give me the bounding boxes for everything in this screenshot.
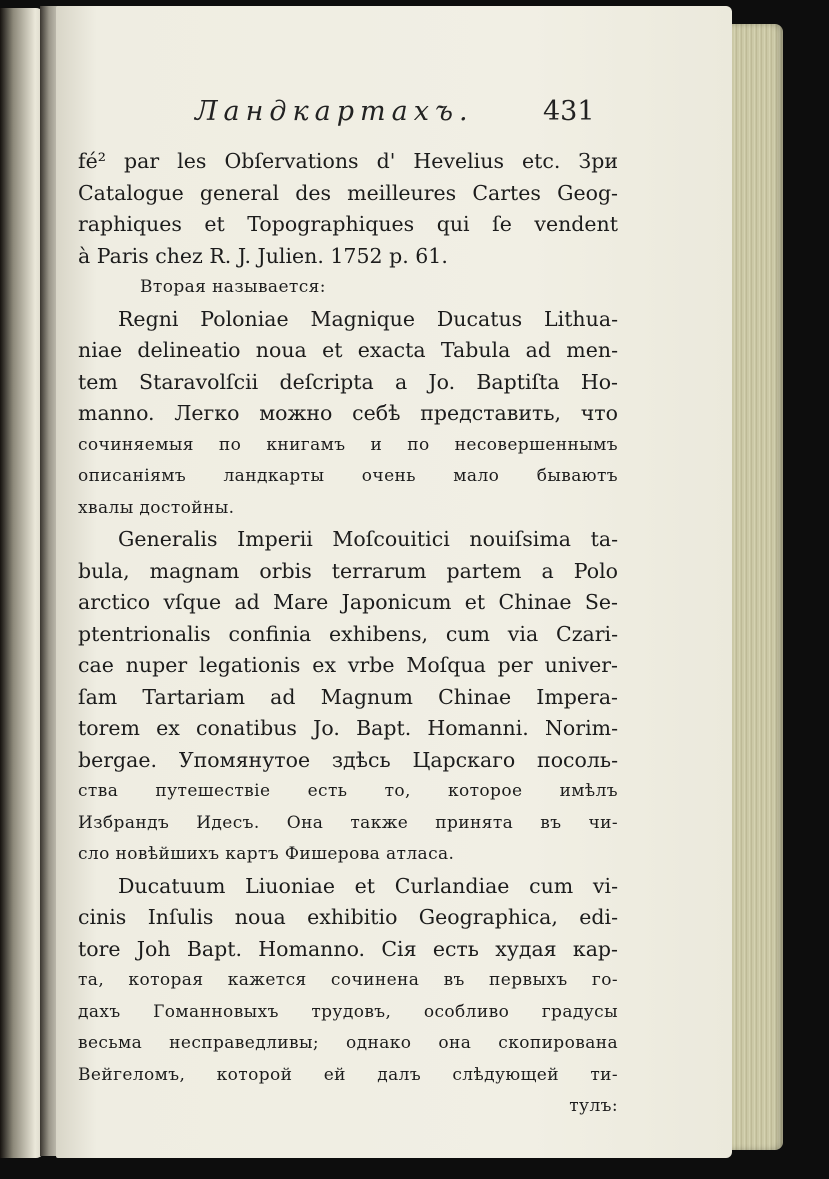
text-line: Вейгеломъ, которой ей далъ слѣдующей ти- bbox=[78, 1064, 618, 1085]
text-line: Generalis Imperii Moſcouitici nouiſsima ta- bbox=[118, 527, 618, 551]
text-line: raphiques et Topographiques qui ſe vendent bbox=[78, 212, 618, 236]
text-line: Catalogue general des meilleures Cartes Geog- bbox=[78, 180, 618, 205]
text-line: niae delineatio noua et exacta Tabula ad men- bbox=[78, 338, 618, 362]
previous-page-edge bbox=[0, 8, 44, 1158]
text-line: та, которая кажется сочинена въ первыхъ го- bbox=[78, 970, 618, 990]
text-line: bergae. Упомянутое здѣсь Царскаго посоль- bbox=[78, 747, 618, 772]
text-line: bula, magnam orbis terrarum partem a Polo bbox=[78, 558, 618, 583]
text-line: сочиняемыя по книгамъ и по несовершеннымъ bbox=[78, 434, 618, 455]
text-line: cinis Inſulis noua exhibitio Geographica, edi- bbox=[78, 905, 618, 929]
text-line: весьма несправедливы; однако она скопирована bbox=[78, 1033, 618, 1053]
text-line: à Paris chez R. J. Julien. 1752 p. 61. bbox=[78, 243, 448, 268]
text-line: cae nuper legationis ex vrbe Moſqua per univer- bbox=[78, 653, 618, 677]
text-line: Ducatuum Liuoniae et Curlandiae cum vi- bbox=[118, 873, 618, 898]
text-line: ства путешествіе есть то, которое имѣлъ bbox=[78, 781, 618, 801]
text-line: ptentrionalis confinia exhibens, cum via Czari- bbox=[78, 621, 618, 646]
text-line: fé² par les Obſervations d' Hevelius etc. Зри bbox=[78, 149, 618, 173]
page-text bbox=[78, 146, 618, 1123]
text-line: arctico vſque ad Mare Japonicum et Chinae Se- bbox=[78, 590, 618, 614]
page-number: 431 bbox=[543, 96, 595, 127]
page-header bbox=[195, 96, 595, 136]
text-line: тулъ: bbox=[569, 1096, 618, 1116]
text-line: ſam Tartariam ad Magnum Chinae Impera- bbox=[78, 684, 618, 709]
text-line: torem ex conatibus Jo. Bapt. Homanni. Norim- bbox=[78, 716, 618, 740]
text-line: manno. Легко можно себѣ представить, что bbox=[78, 401, 618, 425]
text-line: Избрандъ Идесъ. Она также принята въ чи- bbox=[78, 812, 618, 833]
text-line: описаніямъ ландкарты очень мало бываютъ bbox=[78, 466, 618, 486]
text-line: tem Staravolſcii deſcripta a Jo. Baptiſta Ho- bbox=[78, 369, 618, 394]
text-line: Regni Poloniae Magnique Ducatus Lithua- bbox=[118, 306, 618, 331]
text-line: сло новѣйшихъ картъ Фишерова атласа. bbox=[78, 844, 455, 864]
running-title: Ландкартахъ. bbox=[195, 96, 474, 127]
text-line: tore Joh Bapt. Homanno. Сія есть худая кар- bbox=[78, 936, 618, 961]
text-line: дахъ Гоманновыхъ трудовъ, особливо градусы bbox=[78, 1001, 618, 1022]
text-line: Вторая называется: bbox=[140, 277, 326, 297]
text-line: хвалы достойны. bbox=[78, 497, 235, 518]
